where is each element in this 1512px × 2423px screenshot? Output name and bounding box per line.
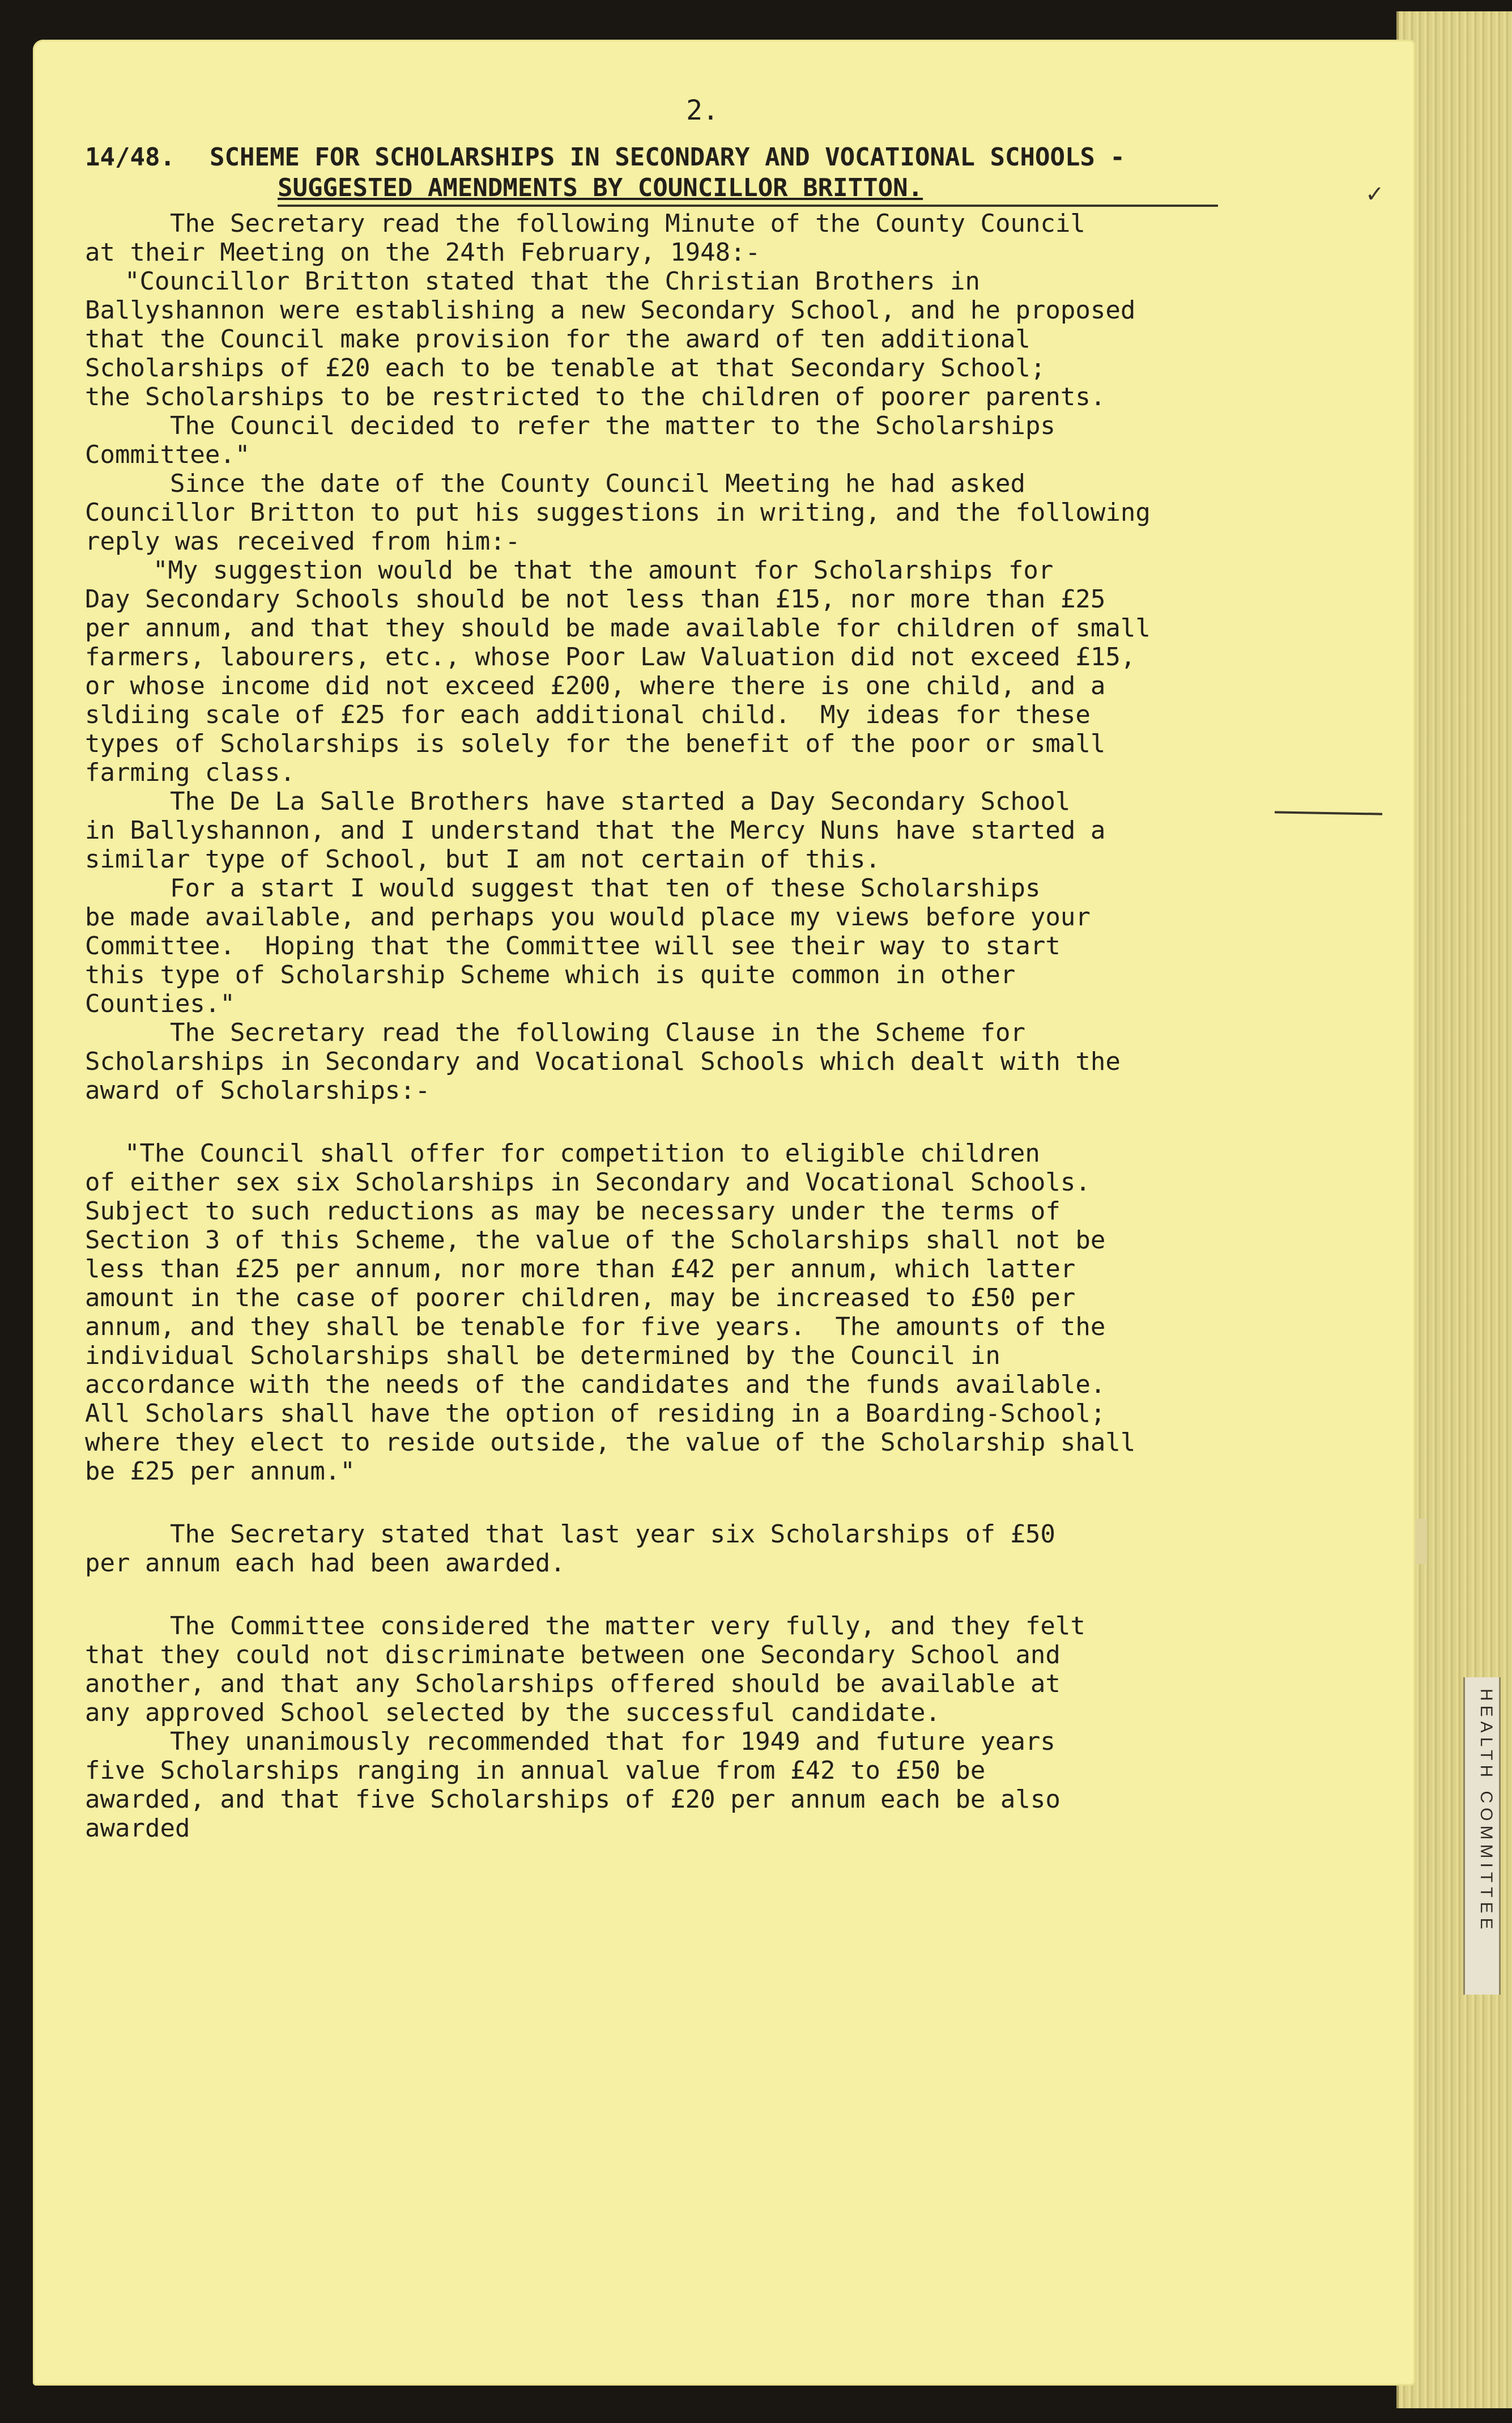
spacer xyxy=(85,1578,1320,1612)
text-line: or whose income did not exceed £200, where there is one child, and a xyxy=(85,671,1106,700)
minute-heading xyxy=(85,142,1320,203)
text-line: Counties." xyxy=(85,989,235,1018)
paragraph-recommendation xyxy=(85,1727,1320,1843)
text-line: Councillor Britton to put his suggestions in writing, and the following xyxy=(85,498,1151,527)
text-line: of either sex six Scholarships in Secondary and Vocational Schools. xyxy=(85,1168,1091,1197)
paragraph-committee-consideration xyxy=(85,1612,1320,1727)
spine-label xyxy=(1463,1677,1501,1995)
text-line: Day Secondary Schools should be not less than £15, nor more than £25 xyxy=(85,585,1106,614)
text-line: They unanimously recommended that for 1949 and future years xyxy=(170,1727,1055,1756)
text-line: reply was received from him:- xyxy=(85,527,521,556)
text-line: where they elect to reside outside, the value of the Scholarship shall xyxy=(85,1428,1136,1457)
paragraph-last-year xyxy=(85,1520,1320,1578)
text-line: Since the date of the County Council Meeting he had asked xyxy=(170,469,1025,498)
minute-title-line1: SCHEME FOR SCHOLARSHIPS IN SECONDARY AND VOCATIONAL SCHOOLS - xyxy=(210,143,1125,172)
text-line: awarded, and that five Scholarships of £20 per annum each be also xyxy=(85,1785,1060,1814)
text-line: any approved School selected by the successful candidate. xyxy=(85,1698,940,1727)
minute-title-line2: SUGGESTED AMENDMENTS BY COUNCILLOR BRITTON. xyxy=(278,173,923,202)
paragraph-council-decision xyxy=(85,411,1320,469)
text-line: less than £25 per annum, nor more than £42 per annum, which latter xyxy=(85,1255,1076,1283)
text-line: The Secretary read the following Minute of the County Council xyxy=(170,209,1085,238)
text-line: farmers, labourers, etc., whose Poor Law Valuation did not exceed £15, xyxy=(85,643,1136,671)
text-line: "Councillor Britton stated that the Christian Brothers in xyxy=(125,267,980,296)
text-line: in Ballyshannon, and I understand that the Mercy Nuns have started a xyxy=(85,816,1106,845)
spine-label-text: HEALTH COMMITTEE xyxy=(1477,1689,1496,1934)
paragraph-scheme-clause xyxy=(85,1139,1320,1486)
text-line: five Scholarships ranging in annual value from £42 to £50 be xyxy=(85,1756,986,1785)
text-line: this type of Scholarship Scheme which is quite common in other xyxy=(85,960,1016,989)
text-line: similar type of School, but I am not certain of this. xyxy=(85,845,880,874)
minute-title xyxy=(210,142,1320,203)
text-line: All Scholars shall have the option of residing in a Boarding-School; xyxy=(85,1399,1106,1428)
text-line: farming class. xyxy=(85,758,295,787)
text-line: another, and that any Scholarships offered should be available at xyxy=(85,1669,1060,1698)
paragraph-de-la-salle xyxy=(85,787,1320,874)
text-line: per annum each had been awarded. xyxy=(85,1549,565,1578)
text-line: accordance with the needs of the candidates and the funds available. xyxy=(85,1370,1106,1399)
text-line: the Scholarships to be restricted to the children of poorer parents. xyxy=(85,382,1106,411)
margin-ink-mark: ✓ xyxy=(1365,181,1385,207)
text-line: that they could not discriminate between one Secondary School and xyxy=(85,1640,1060,1669)
minute-number: 14/48. xyxy=(85,143,175,172)
text-line: individual Scholarships shall be determined by the Council in xyxy=(85,1341,1000,1370)
text-line: that the Council make provision for the award of ten additional xyxy=(85,325,1030,354)
text-line: award of Scholarships:- xyxy=(85,1076,431,1105)
text-line: sldiing scale of £25 for each additional child. My ideas for these xyxy=(85,700,1091,729)
text-line: Subject to such reductions as may be necessary under the terms of xyxy=(85,1197,1060,1226)
text-line: For a start I would suggest that ten of these Scholarships xyxy=(170,874,1041,903)
text-line: The Secretary read the following Clause in the Scheme for xyxy=(170,1018,1025,1047)
text-line: "My suggestion would be that the amount for Scholarships for xyxy=(153,556,1054,585)
text-line: The Committee considered the matter very fully, and they felt xyxy=(170,1612,1085,1640)
text-line: awarded xyxy=(85,1814,190,1843)
text-line: types of Scholarships is solely for the benefit of the poor or small xyxy=(85,729,1106,758)
text-line: per annum, and that they should be made available for children of small xyxy=(85,614,1151,643)
text-line: at their Meeting on the 24th February, 1948:- xyxy=(85,238,761,267)
paragraph-britton-suggestion xyxy=(85,556,1320,787)
paragraph-for-a-start xyxy=(85,874,1320,1018)
paragraph-clause-intro xyxy=(85,1018,1320,1105)
spacer xyxy=(85,1486,1320,1520)
text-line: Committee." xyxy=(85,440,250,469)
paragraph-britton-statement xyxy=(85,267,1320,411)
paragraph-written-request xyxy=(85,469,1320,556)
text-line: amount in the case of poorer children, may be increased to £50 per xyxy=(85,1283,1076,1312)
heading-rule xyxy=(278,205,1218,207)
text-line: be made available, and perhaps you would place my views before your xyxy=(85,903,1091,932)
page-number: 2. xyxy=(686,95,719,126)
text-line: Section 3 of this Scheme, the value of the Scholarships shall not be xyxy=(85,1226,1106,1255)
text-line: Committee. Hoping that the Committee will see their way to start xyxy=(85,932,1060,960)
text-line: annum, and they shall be tenable for five years. The amounts of the xyxy=(85,1312,1106,1341)
text-line: The Council decided to refer the matter to the Scholarships xyxy=(170,411,1055,440)
document-body xyxy=(85,96,1320,1843)
text-line: "The Council shall offer for competition to eligible children xyxy=(125,1139,1040,1168)
text-line: Scholarships of £20 each to be tenable at that Secondary School; xyxy=(85,354,1046,382)
text-line: be £25 per annum." xyxy=(85,1457,355,1486)
text-line: The Secretary stated that last year six Scholarships of £50 xyxy=(170,1520,1055,1549)
paragraph-minute-intro xyxy=(85,209,1320,267)
text-line: Ballyshannon were establishing a new Secondary School, and he proposed xyxy=(85,296,1136,325)
text-line: The De La Salle Brothers have started a Day Secondary School xyxy=(170,787,1071,816)
text-line: Scholarships in Secondary and Vocational Schools which dealt with the xyxy=(85,1047,1121,1076)
spacer xyxy=(85,1105,1320,1139)
